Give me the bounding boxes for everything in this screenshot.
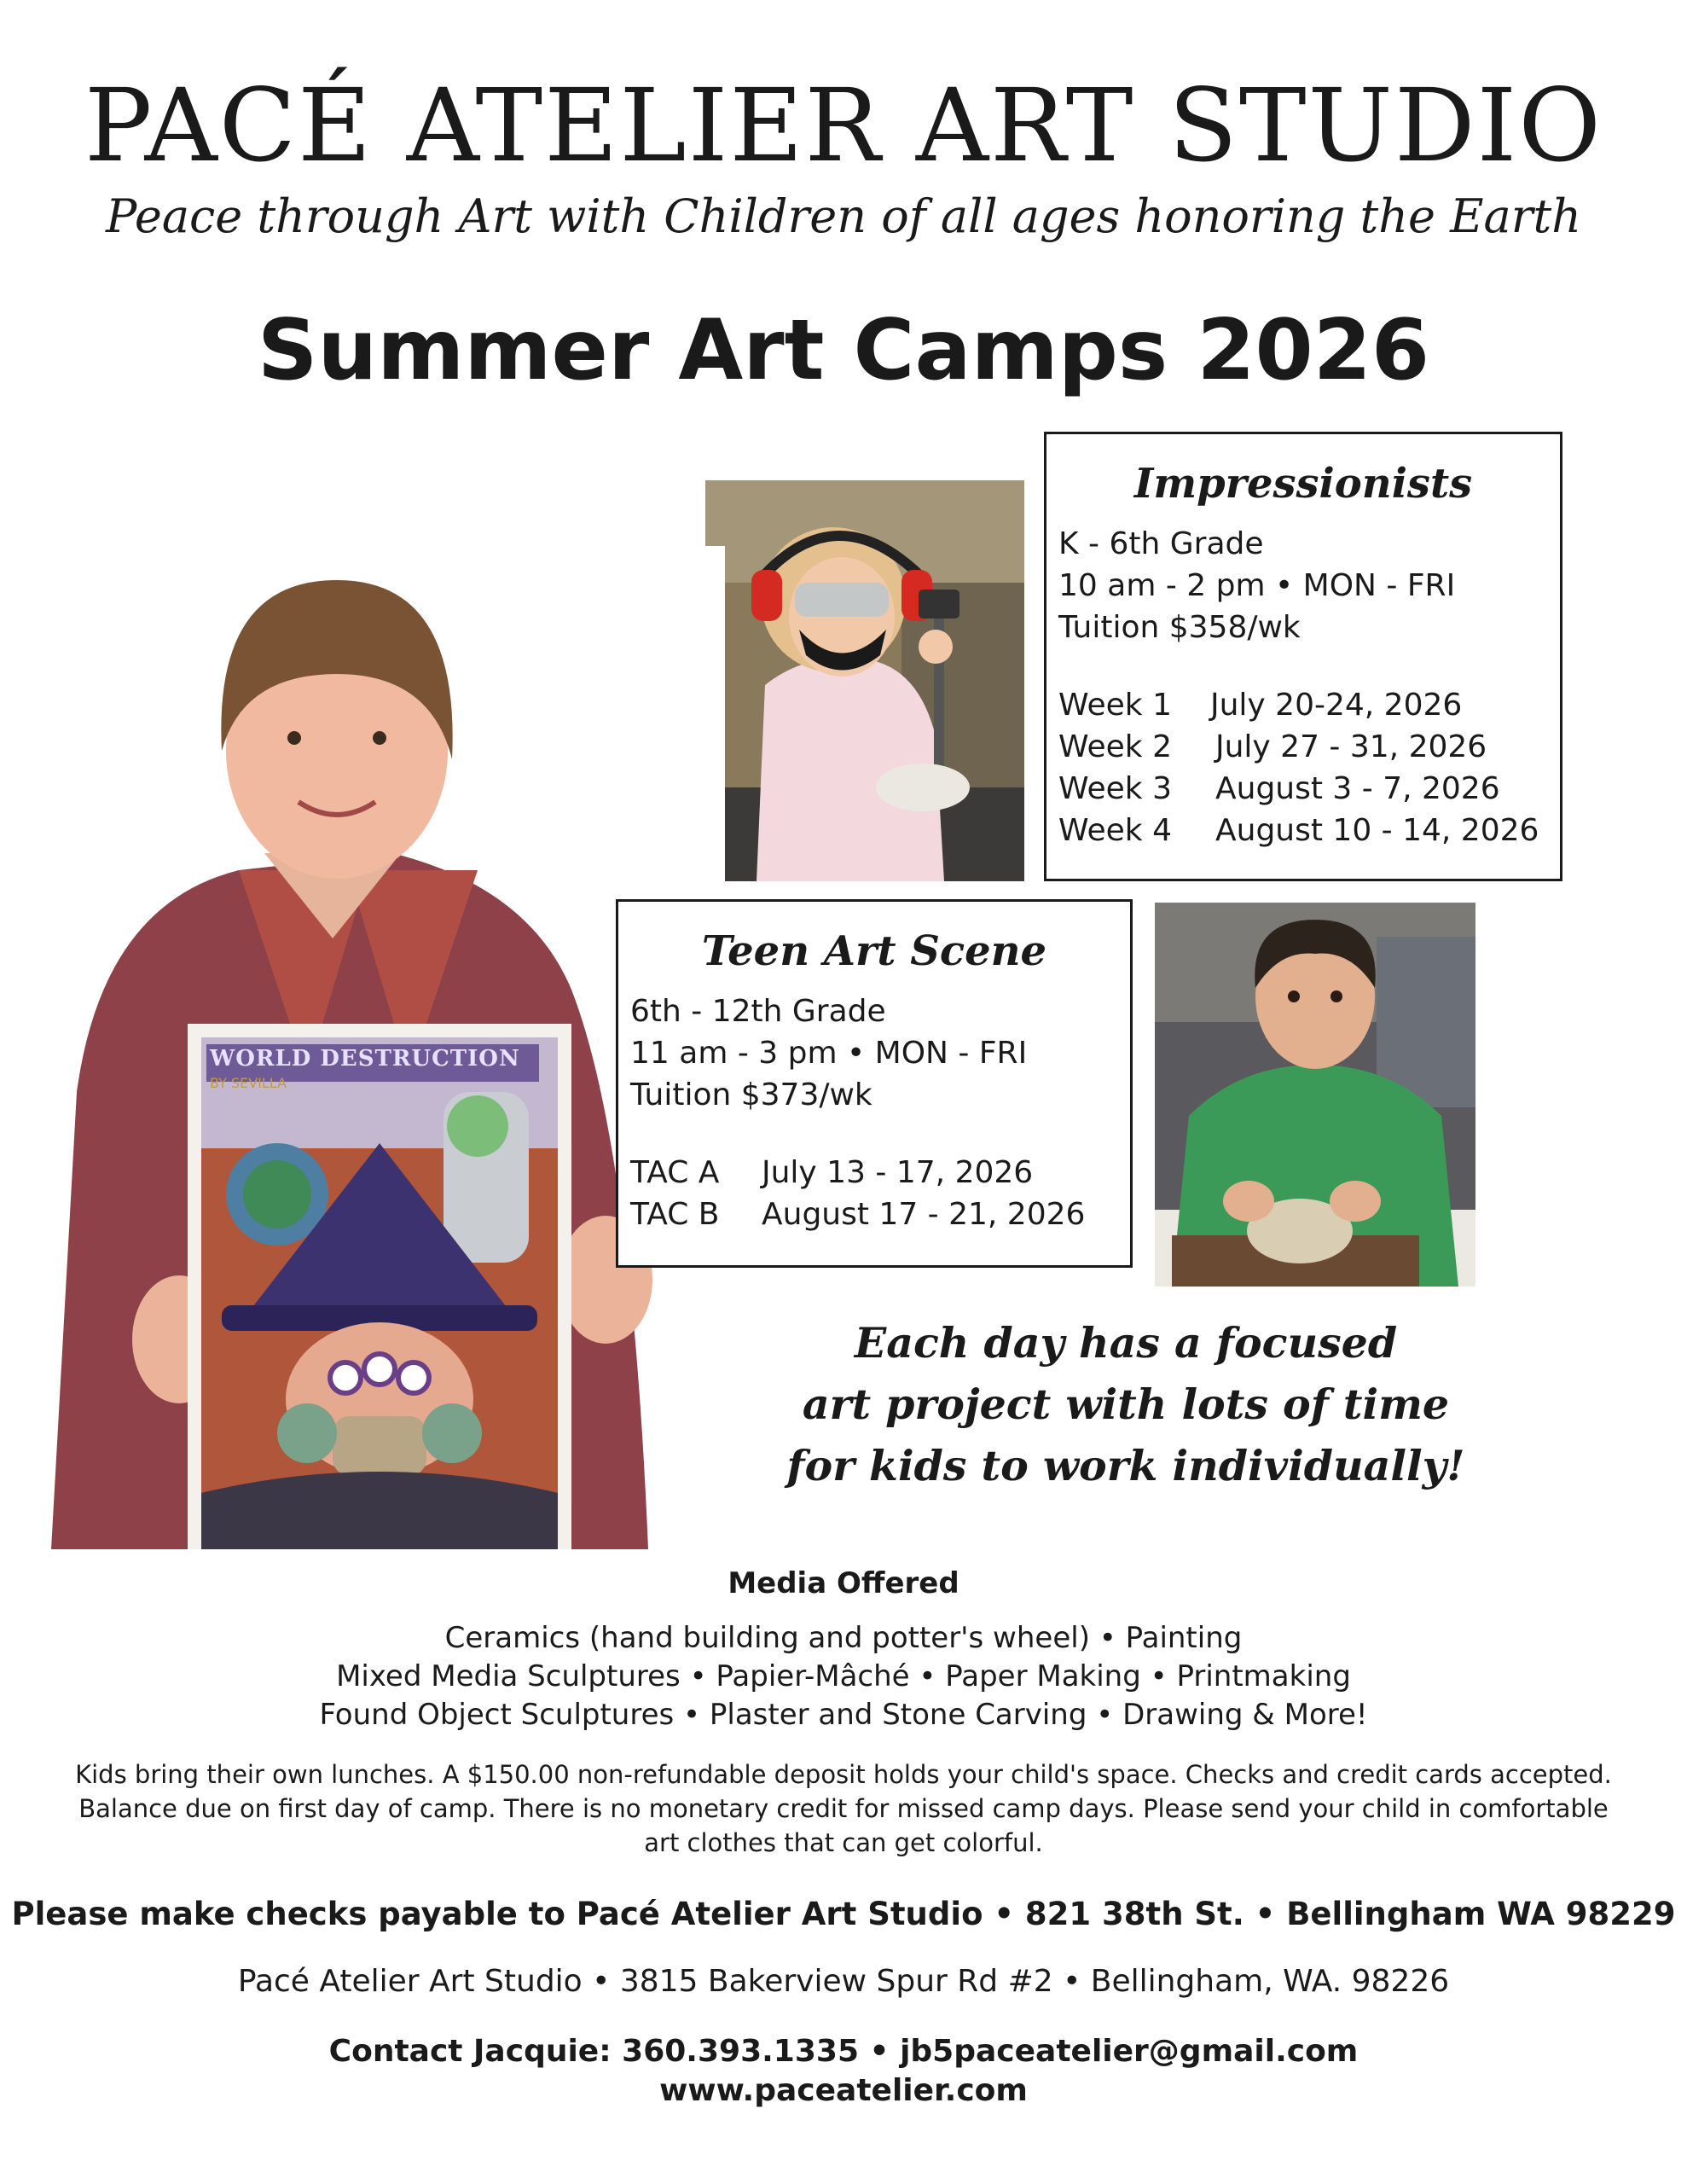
- focus-line: Each day has a focused: [854, 1318, 1398, 1368]
- session-dates: August 17 - 21, 2026: [762, 1197, 1086, 1232]
- media-heading: Media Offered: [728, 1566, 959, 1600]
- week-label: Week 1: [1058, 688, 1172, 723]
- media-line: Ceramics (hand building and potter's wheel) • Painting: [444, 1621, 1243, 1655]
- poster-byline: BY SEVILLA: [210, 1075, 287, 1091]
- studio-address: Pacé Atelier Art Studio • 3815 Bakerview Spur Rd #2 • Bellingham, WA. 98226: [237, 1964, 1450, 1999]
- teen-tuition: Tuition $373/wk: [630, 1077, 872, 1112]
- schedule-row: [1058, 810, 1560, 851]
- camp-title: Summer Art Camps 2026: [257, 302, 1430, 399]
- teen-hours: 11 am - 3 pm • MON - FRI: [630, 1036, 1028, 1071]
- photo-boy-with-clay: [1155, 903, 1475, 1287]
- impressionists-title: Impressionists: [1133, 460, 1473, 508]
- week-dates: July 27 - 31, 2026: [1215, 729, 1487, 764]
- contact-info: Contact Jacquie: 360.393.1335 • jb5paceatelier@gmail.com: [328, 2034, 1359, 2069]
- studio-name: PACÉ ATELIER ART STUDIO: [84, 67, 1603, 184]
- policy-text: Kids bring their own lunches. A $150.00 non-refundable deposit holds your child's space. Checks and credit cards accepted. Balance due on first day of camp. There is no monetary credit for missed camp days. Please send your child in comfortable art clothes that can get colorful.: [75, 1760, 1612, 1857]
- focus-line: art project with lots of time: [802, 1380, 1450, 1429]
- week-label: Week 3: [1058, 771, 1172, 806]
- week-dates: July 20-24, 2026: [1210, 688, 1463, 723]
- teen-art-scene-title: Teen Art Scene: [701, 927, 1047, 975]
- impressionists-grade: K - 6th Grade: [1058, 526, 1264, 561]
- session-label: TAC B: [630, 1197, 720, 1232]
- session-label: TAC A: [630, 1155, 720, 1190]
- session-row: [630, 1152, 1130, 1194]
- week-dates: August 3 - 7, 2026: [1215, 771, 1500, 806]
- photo-girl-carving: [705, 480, 1024, 881]
- photo-girl-carving-illustration: [705, 480, 1024, 881]
- media-line: Mixed Media Sculptures • Papier-Mâché • Paper Making • Printmaking: [336, 1659, 1351, 1693]
- media-line: Found Object Sculptures • Plaster and Stone Carving • Drawing & More!: [319, 1698, 1368, 1732]
- tagline: Peace through Art with Children of all ages honoring the Earth: [105, 189, 1582, 243]
- schedule-row: [1058, 684, 1560, 726]
- focus-line: for kids to work individually!: [786, 1441, 1465, 1490]
- session-row: [630, 1194, 1130, 1235]
- poster-title: WORLD DESTRUCTION: [210, 1046, 520, 1072]
- teen-art-scene-box: [616, 899, 1133, 1268]
- teen-grade: 6th - 12th Grade: [630, 994, 886, 1029]
- schedule-row: [1058, 726, 1560, 768]
- impressionists-tuition: Tuition $358/wk: [1058, 610, 1301, 645]
- website-link[interactable]: www.paceatelier.com: [659, 2073, 1028, 2108]
- impressionists-hours: 10 am - 2 pm • MON - FRI: [1058, 568, 1456, 603]
- week-dates: August 10 - 14, 2026: [1215, 813, 1539, 848]
- impressionists-box: [1044, 432, 1562, 881]
- focus-message: [769, 1312, 1482, 1496]
- photo-boy-illustration: [1155, 903, 1475, 1287]
- schedule-row: [1058, 768, 1560, 810]
- week-label: Week 2: [1058, 729, 1172, 764]
- week-label: Week 4: [1058, 813, 1172, 848]
- checks-payable-line: Please make checks payable to Pacé Atelier Art Studio • 821 38th St. • Bellingham WA 98229: [11, 1896, 1676, 1932]
- session-dates: July 13 - 17, 2026: [762, 1155, 1034, 1190]
